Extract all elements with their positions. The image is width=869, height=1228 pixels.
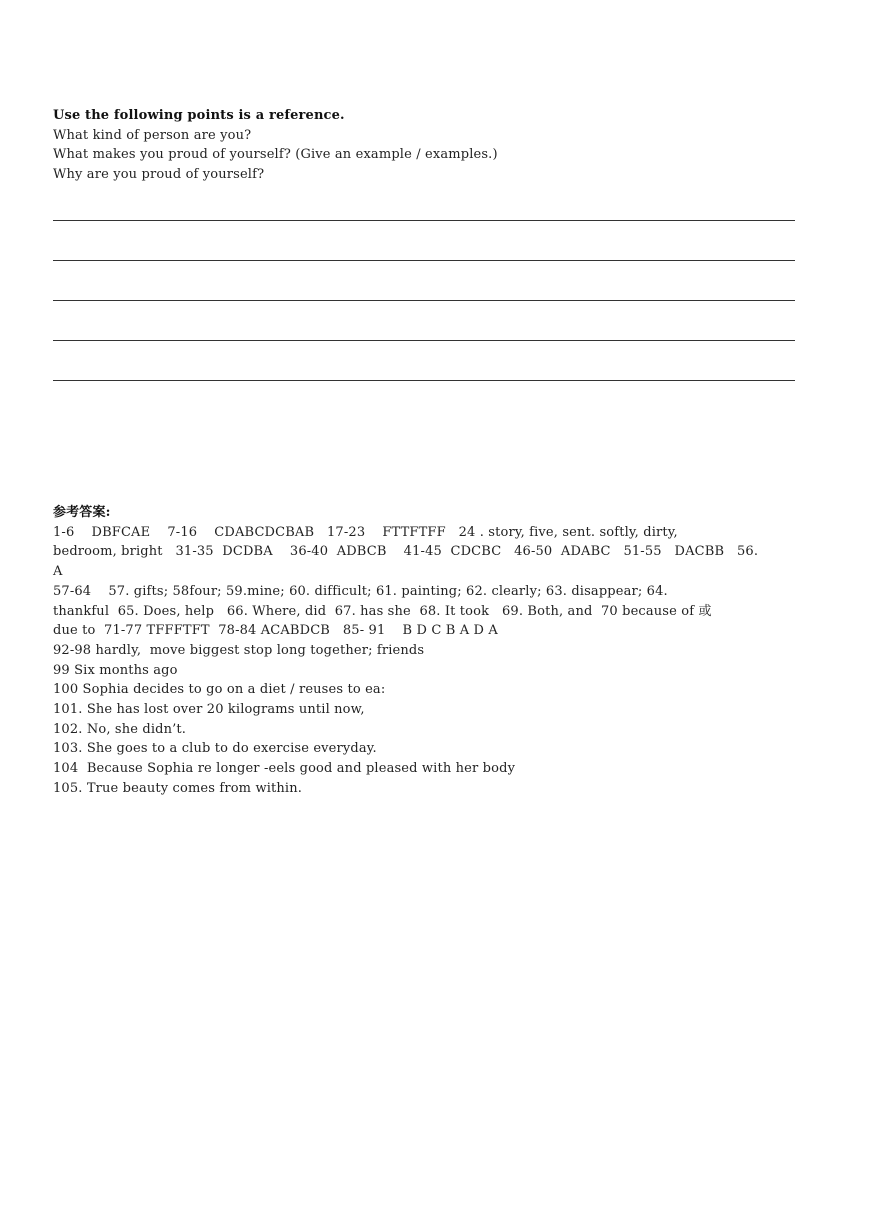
writing-line [53,260,795,261]
writing-line [53,220,795,221]
answer-line: bedroom, bright 31-35 DCDBA 36-40 ADBCB 41-45 CDCBC 46-50 ADABC 51-55 DACBB 56. [53,544,759,560]
answer-line: 104 Because Sophia re longer -eels good and pleased with her body [53,761,516,777]
answer-line: 103. She goes to a club to do exercise everyday. [53,741,377,757]
answer-line: 57-64 57. gifts; 58four; 59.mine; 60. difficult; 61. painting; 62. clearly; 63. disappear; 64. [53,583,668,599]
prompt-heading: Use the following points is a reference. [53,108,345,123]
answer-key [53,503,818,799]
writing-area [53,220,795,420]
writing-prompt [53,106,833,185]
answer-line: 92-98 hardly, move biggest stop long together; friends [53,642,425,658]
answer-line: thankful 65. Does, help 66. Where, did 67. has she 68. It took 69. Both, and 70 because of 或 [53,603,712,619]
prompt-question: What makes you proud of yourself? (Give an example / examples.) [53,147,498,163]
answer-line: 1-6 DBFCAE 7-16 CDABCDCBAB 17-23 FTTFTFF 24 . story, five, sent. softly, dirty, [53,524,678,540]
answer-line: 101. She has lost over 20 kilograms until now, [53,702,365,718]
prompt-question: What kind of person are you? [53,127,252,143]
prompt-question: Why are you proud of yourself? [53,167,265,183]
writing-line [53,300,795,301]
answer-line: 105. True beauty comes from within. [53,780,303,796]
answer-line: due to 71-77 TFFFTFT 78-84 ACABDCB 85- 91 B D C B A D A [53,623,498,639]
writing-line [53,340,795,341]
answer-line: 99 Six months ago [53,662,178,678]
writing-line [53,380,795,381]
answer-line: 102. No, she didn’t. [53,721,187,737]
answer-line: A [53,564,63,580]
answer-key-heading: 参考答案: [53,505,111,520]
answer-line: 100 Sophia decides to go on a diet / reuses to ea: [53,682,386,698]
